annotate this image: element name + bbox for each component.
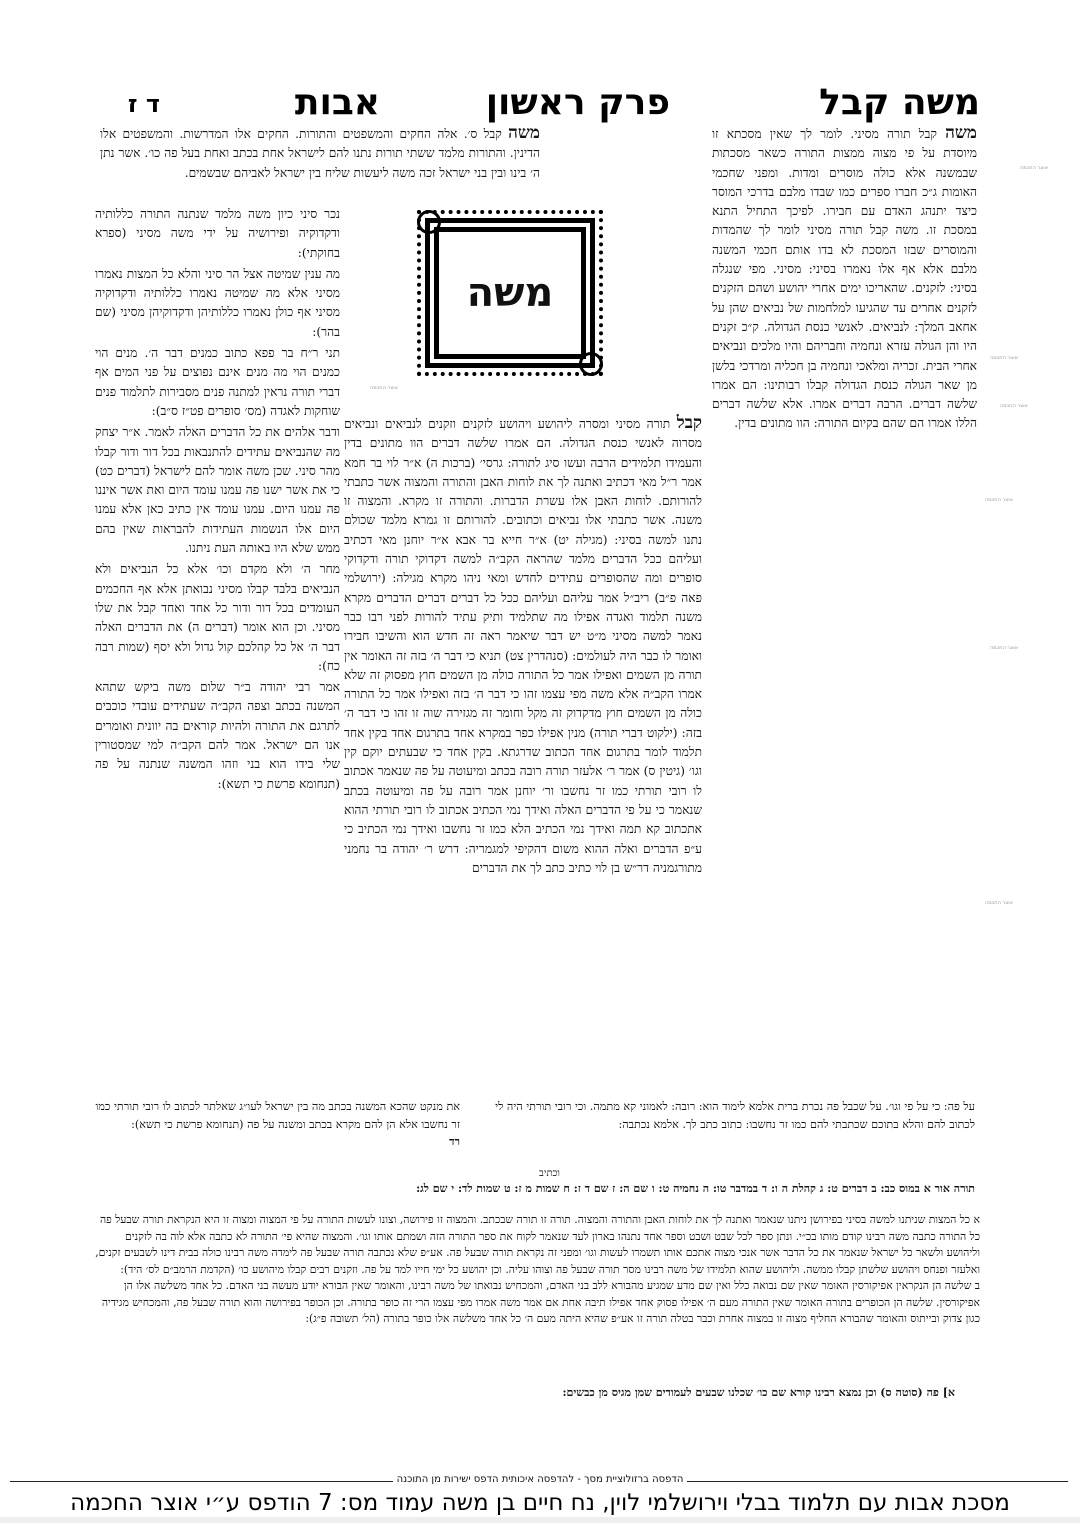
- top-center-text: קבל ס׳. אלה החקים והמשפטים והתורות. החקים אלו המדרשות. והמשפטים אלו הדינין. והתורות מלמד ששתי תורות נתנו להם לישראל אחת בכתב ואחת בעל פה כו׳. אשר נתן ה׳ בינו ובין בני ישראל זכה משה ליעשות שליח בין ישראל לאביהם שבשמים.: [100, 127, 540, 180]
- left-paragraph: נכר סיני כיון משה מלמד שנתנה התורה כללותיה ודקדוקיה ופירושיה על ידי משה מסיני (ספרא בחוקתי):: [95, 207, 340, 260]
- left-paragraph: מה ענין שמיטה אצל הר סיני והלא כל המצות נאמרו מסיני אלא מה שמיטה נאמרו כללותיה ודקדוקיה מסיני אף כולן נאמרו כללותיהן ודקדוקיהן מסיני (שם בהר):: [95, 266, 340, 339]
- torah-or-references: תורה אור א במוס כב: ב דברים ט: ג קהלת ה ו: ד במדבר טו: ה נחמיה ט: ו שם ה: ז שם ד ז: ח שמות מ ז: ט שמות לד: י שם לג:: [416, 1182, 975, 1195]
- watermark-stamp: אוצר החכמה: [990, 645, 1018, 651]
- watermark-stamp: אוצר החכמה: [985, 900, 1013, 906]
- page-header: [95, 82, 980, 124]
- bottom-left-text: את מנקט שהכא המשנה בכתב מה בין ישראל לעו״ג שאלתר לכתוב לו רובי תורתי כמו זר נחשבו אלא הן להם מקרא בכתב ומשנה על פה (תנחומא פרשת כי תשא):: [95, 1100, 460, 1131]
- top-center-commentary: [100, 124, 540, 185]
- final-gloss-line: א] פה (סוטה ס) וכן נמצא רבינו קורא שם כו׳ שכלנו שבעים לעמודים שמן מגיס מן כבשים:: [562, 1386, 955, 1399]
- center-mishnah-column: [344, 414, 702, 1049]
- left-paragraph: תני ר״ח בר פפא כתוב כמנים דבר ה׳. מנים הוי כמנים הוי מה מנים אינם נפוצים על פני המים אף דברי תורה נראין למתנה פנים מסבירות לתלמוד פנים שוחקות לאגדה (מס׳ סופרים פט״ז ס״ב):: [95, 346, 340, 418]
- left-paragraph: ודבר אלהים את כל הדברים האלה לאמר. א״ר יצחק מה שהנביאים עתידים להתנבאות בכל דור ודור קבלו מהר סיני. שכן משה אומר להם לישראל (דברים כט) כי את אשר ישנו פה עמנו עומד היום ואת אשר איננו פה עמנו היום. עמנו עומד אין כתיב כאן אלא עמנו היום אלו הנשמות העתידות להבראות שאין בהם ממש שלא היו באותה העת ניתנו.: [95, 425, 340, 556]
- header-tractate: אבות: [294, 82, 380, 123]
- frame-title-mishnah: משה: [466, 270, 554, 316]
- watermark-stamp: אוצר החכמה: [990, 355, 1018, 361]
- header-title: משה קבל: [819, 82, 980, 123]
- source-citation-footer: מסכת אבות עם תלמוד בבלי וירושלמי לוין, נח חיים בן משה עמוד מס: 7 הודפס ע״י אוצר החכמה: [70, 1490, 1010, 1516]
- right-column-text: קבל תורה מסיני. לומר לך שאין מסכתא זו מיוסדת על פי מצוה ממצות התורה כשאר מסכתות שבמשנה אלא כולה מוסרים ומדות. ומפני שחכמי האומות ג״כ חברו ספרים כמו שבדו מלבם בדרכי המוסר כיצד יתנהג האדם עם חבירו. לפיכך התחיל התנא במסכת זו. משה קבל תורה מסיני לומר לך שהמדות והמוסרים שבזו המסכת לא בדו אותם חכמי המשנה מלבם אלא אף אלו נאמרו בסיני: מסיני. מפי שנגלה בסיני: לזקנים. שהאריכו ימים אחרי יהושע ושהם הזקנים לזקנים אחרים עד שהגיעו למלחמות של נביאים שהן על אחאב המלך: לנביאים. לאנשי כנסת הגדולה. ק״כ זקנים היו והן הגולה עזרא ונחמיה וחבריהם והיו מלכים ונביאים אחרי הבית. זכריה ומלאכי ונחמיה בן חכליה ומרדכי בלשן מן שאר הגולה כנסת הגדולה קבלו רבותינו: הם אמרו שלשה דברים. הרבה דברים אמרו. אלא שלשה דברים הללו אמרו הם שהם בקיום התורה: הוו מתונים בדין.: [712, 127, 977, 431]
- watermark-stamp: אוצר החכמה: [370, 385, 398, 391]
- ornamental-title-frame: [425, 218, 595, 368]
- print-notice: [0, 1474, 1080, 1485]
- footnote-item: א כל המצות שניתנו למשה בסיני בפירושן ניתנו שנאמר ואתנה לך את לוחות האבן והתורה והמצוה. תורה זו תורה שבכתב. והמצוה זו פירושה, וצונו לעשות התורה על פי המצוה ומצוה זו היא הנקראת תורה שבעל פה כל התורה כתבה משה רבינו קודם מותו בכ״י. ונתן ספר לכל שבט ושבט וספר אחד נתנהו בארון לעד שנאמר לקוח את ספר התורה הזה ושמתם אותו וגו׳. והמצוה שהיא פי׳ התורה לא כתבה אלא לוה בה לזקנים וליהושע ולשאר כל ישראל שנאמר את כל הדבר אשר אנכי מצוה אתכם אותו תשמרו לעשות וגו׳ ומפני זה נקראת תורה שבעל פה. אע״פ שלא נכתבה תורה שבעל פה לימדה משה רבינו כולה בבית דינו לשבעים זקנים, ואלעזר ופנחס ויהושע שלשתן קבלו ממשה. וליהושע שהוא תלמידו של משה רבינו מסר תורה שבעל פה וצוהו עליה. וכן יהושע כל ימי חייו למד על פה. וזקנים רבים קבלו מיהושע כו׳ (הקדמת הרמב״ם לס׳ היד):: [95, 1213, 980, 1276]
- catchword: רד: [449, 1134, 460, 1148]
- viewer-bottom-strip: [0, 1517, 1080, 1523]
- bottom-left-gloss: [95, 1098, 460, 1151]
- left-paragraph: מחר ה׳ ולא מקדם וכו׳ אלא כל הנביאים ולא הנביאים בלבד קבלו מסיני נבואתן אלא אף החכמים העומדים בכל דור ודור כל אחד ואחד קבל את שלו מסיני. וכן הוא אומר (דברים ה) את הדברים האלה דבר ה׳ אל כל קהלכם קול גדול ולא יסף (שמות רבה כח):: [95, 562, 340, 673]
- footnote-item: ב שלשה הן הנקראין אפיקורסין האומר שאין שם נבואה כלל ואין שם מדע שמגיע מהבורא ללב בני האדם, והמכחיש נבואתו של משה רבינו, והאומר שאין הבורא יודע מעשה בני האדם. כל אחד משלשה אלו הן אפיקורסין. שלשה הן הכופרים בתורה האומר שאין התורה מעם ה׳ אפילו פסוק אחד אפילו תיבה אחת אם אמר משה אמרו מפי עצמו הרי זה כופר בתורה. וכן הכופר בפירושה והוא תורה שבעל פה, והמכחיש מגידיה כגון צדוק ובייתוס והאומר שהבורא החליף מצוה זו במצוה אחרת וכבר בטלה תורה זו אע״פ שהיא היתה מעם ה׳ כל אחד משלשה אלו כופר בתורה (הל׳ תשובה פ״ג):: [101, 1279, 980, 1325]
- left-commentary-column: [95, 205, 340, 1105]
- top-center-lead-word: משה: [508, 123, 540, 143]
- catchword-vechasiv: וכתיב: [539, 1168, 560, 1179]
- bottom-right-gloss: על פה: כי על פי וגו׳. על שכבל פה נכרת ברית אלמא לימוד הוא: רובה: לאמוני קא מתמה. וכי רובי תורתי היה לי לכתוב להם והלא בתוכם שכתבתי להם כמו זר נחשבו: כתוב כתב לך. אלמא נכתבה:: [495, 1100, 975, 1131]
- right-commentary-column: [712, 124, 977, 1114]
- header-folio-number: ד ז: [127, 90, 160, 118]
- center-text: תורה מסיני ומסרה ליהושע ויהושע לזקנים וזקנים לנביאים ונביאים מסרוה לאנשי כנסת הגדולה. הם אמרו שלשה דברים הוו מתונים בדין והעמידו תלמידים הרבה ועשו סיג לתורה: גרסי׳ (ברכות ה) א״ר לוי בר חמא אמר ר״ל מאי דכתיב ואתנה לך את לוחות האבן והתורה והמצוה אשר כתבתי להורותם. לוחות האבן אלו עשרת הדברות. והתורה זו מקרא. והמצוה זו משנה. אשר כתבתי אלו נביאים וכתובים. להורותם זו גמרא מלמד שכולם נתנו למשה בסיני: (מגילה יט) א״ר חייא בר אבא א״ר יוחנן מאי דכתיב ועליהם ככל הדברים מלמד שהראה הקב״ה למשה דקדוקי תורה ודקדוקי סופרים ומה שהסופרים עתידים לחדש ומאי ניהו מקרא מגילה: (ירושלמי פאה פ״ב) ריב״ל אמר עליהם ועליהם ככל כל דברים דברים הדברים מקרא משנה תלמוד ואגדה אפילו מה שתלמיד ותיק עתיד להורות לפני רבו כבר נאמר למשה מסיני מ״ט יש דבר שיאמר ראה זה חדש הוא והשיבו חבירו ואומר לו כבר היה לעולמים: (סנהדרין צט) תניא כי דבר ה׳ בזה זה האומר אין תורה מן השמים ואפילו אמר כל התורה כולה מן השמים חוץ מפסוק זה שלא אמרו הקב״ה אלא משה מפי עצמו זהו כי דבר ה׳ בזה ואפילו אמר כל התורה כולה מן השמים חוץ מדקדוק זה מקל וחומר זה מגזירה שוה זו זהו כי דבר ה׳ בזה: (ילקוט דברי תורה) מנין אפילו כפר במקרא אחד בתרגום אחד בקין אחד תלמוד לומר בתרגום אחד הכתוב שדרגתא. בקין אחד כי שבעתים יוקם קין וגו׳ (גיטין ס) אמר ר׳ אלעזר תורה רובה בכתב ומיעוטה על פה שנאמר אכתוב לו רובי תורתי כמו זר נחשבו ור׳ יוחנן אמר רובה על פה ומיעוטה בכתב שנאמר כי על פי הדברים האלה ואידך נמי הכתיב אכתוב לו רובי תורתי ההוא אתכתוב קא תמה ואידך נמי הכתיב הלא כמו זר נחשבו ואידך נמי הכתיב כי ע״פ הדברים ואלה ההוא משום דהקיפי למגמריה: דרש ר׳ יהודה בר נחמני מתורגמניה דר״ש בן לוי כתיב כתב לך את הדברים: [344, 417, 702, 875]
- center-lead-word: קבל: [676, 413, 702, 433]
- footnotes: [95, 1212, 980, 1328]
- left-paragraph: אמר רבי יהודה ב״ר שלום משה ביקש שתהא המשנה בכתב וצפה הקב״ה שעתידים עובדי כוכבים לתרגם את התורה ולהיות קוראים בה יוונית ואומרים אנו הם ישראל. אמר להם הקב״ה למי שמסטורין שלי בידו הוא בני וזהו המשנה שנתנה על פה (תנחומא פרשת כי תשא):: [95, 680, 340, 791]
- watermark-stamp: אוצר החכמה: [1000, 403, 1028, 409]
- right-column-lead-word: משה: [945, 123, 977, 143]
- watermark-stamp: אוצר החכמה: [985, 497, 1013, 503]
- print-notice-text: הדפסה ברזולוציית מסך - להדפסה איכותית הדפס ישירות מן התוכנה: [393, 1474, 688, 1485]
- watermark-stamp: אוצר החכמה: [1020, 165, 1048, 171]
- header-chapter: פרק ראשון: [485, 82, 670, 123]
